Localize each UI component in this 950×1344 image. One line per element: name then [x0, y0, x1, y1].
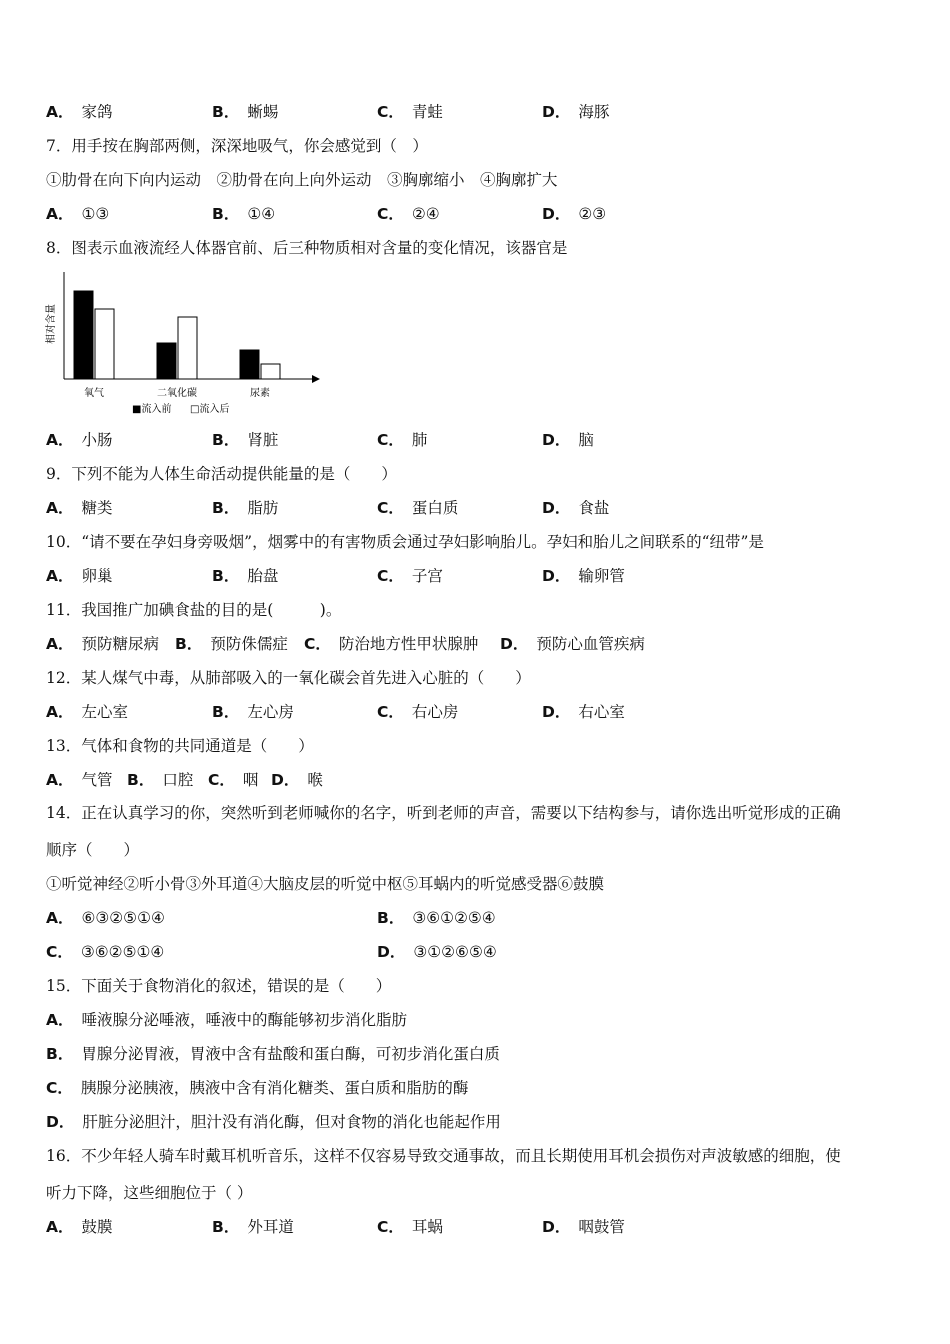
- q16-option-b: B． 外耳道: [212, 1218, 294, 1236]
- bar-after-2: [261, 364, 280, 379]
- q15-option-c: C． 胰腺分泌胰液，胰液中含有消化糖类、蛋白质和脂肪的酶: [46, 1079, 469, 1097]
- blood-substance-bar-chart: [40, 262, 340, 422]
- legend-after: □流入后: [190, 404, 230, 415]
- q13-option-d: D． 喉: [271, 771, 323, 789]
- q12-stem: 12．某人煤气中毒，从肺部吸入的一氧化碳会首先进入心脏的（ ）: [46, 669, 531, 687]
- q9-option-b: B． 脂肪: [212, 499, 279, 517]
- q7-option-c: C． ②④: [377, 205, 440, 223]
- q14-option-d: D． ③①②⑥⑤④: [377, 943, 497, 961]
- q16-stem-line2: 听力下降，这些细胞位于（ ）: [46, 1184, 253, 1202]
- q6-option-a: A． 家鸽: [46, 103, 113, 121]
- q14-option-c: C． ③⑥②⑤①④: [46, 943, 165, 961]
- q9-stem: 9．下列不能为人体生命活动提供能量的是（ ）: [46, 465, 397, 483]
- q14-option-b: B． ③⑥①②⑤④: [377, 909, 496, 927]
- q7-statement: ①肋骨在向下向内运动 ②肋骨在向上向外运动 ③胸廓缩小 ④胸廓扩大: [46, 171, 558, 189]
- q7-stem: 7．用手按在胸部两侧，深深地吸气，你会感觉到（ ）: [46, 137, 428, 155]
- q6-option-d: D． 海豚: [542, 103, 610, 121]
- q10-option-b: B． 胎盘: [212, 567, 279, 585]
- q8-option-a: A． 小肠: [46, 431, 113, 449]
- q14-stem-line1: 14．正在认真学习的你，突然听到老师喊你的名字，听到老师的声音，需要以下结构参与，请你选出听觉形成的正确: [46, 804, 841, 822]
- legend-before: ■流入前: [132, 404, 172, 415]
- q12-option-b: B． 左心房: [212, 703, 294, 721]
- q15-option-d: D． 肝脏分泌胆汁，胆汁没有消化酶，但对食物的消化也能起作用: [46, 1113, 501, 1131]
- q9-option-a: A． 糖类: [46, 499, 113, 517]
- q9-option-c: C． 蛋白质: [377, 499, 459, 517]
- q12-option-d: D． 右心室: [542, 703, 625, 721]
- q15-option-b: B． 胃腺分泌胃液，胃液中含有盐酸和蛋白酶，可初步消化蛋白质: [46, 1045, 500, 1063]
- q11-stem: 11．我国推广加碘食盐的目的是( )。: [46, 601, 342, 619]
- q11-option-c: C． 防治地方性甲状腺肿: [304, 635, 479, 653]
- q14-stem-line2: 顺序（ ）: [46, 841, 140, 859]
- x-tick-label: 氧气: [84, 388, 104, 399]
- q16-option-a: A． 鼓膜: [46, 1218, 113, 1236]
- q9-option-d: D． 食盐: [542, 499, 610, 517]
- x-axis-arrow: [312, 375, 320, 383]
- q7-option-b: B． ①④: [212, 205, 276, 223]
- q8-option-d: D． 脑: [542, 431, 594, 449]
- q16-option-c: C． 耳蜗: [377, 1218, 443, 1236]
- q12-option-c: C． 右心房: [377, 703, 459, 721]
- q10-option-d: D． 输卵管: [542, 567, 625, 585]
- q15-option-a: A． 唾液腺分泌唾液，唾液中的酶能够初步消化脂肪: [46, 1011, 408, 1029]
- q13-option-b: B． 口腔: [127, 771, 194, 789]
- bar-after-1: [178, 317, 197, 379]
- bar-before-0: [74, 291, 93, 379]
- q12-option-a: A． 左心室: [46, 703, 129, 721]
- q10-option-c: C． 子宫: [377, 567, 443, 585]
- q16-option-d: D． 咽鼓管: [542, 1218, 625, 1236]
- q14-statement: ①听觉神经②听小骨③外耳道④大脑皮层的听觉中枢⑤耳蜗内的听觉感受器⑥鼓膜: [46, 875, 605, 893]
- x-tick-label: 二氧化碳: [157, 388, 197, 399]
- q15-stem: 15．下面关于食物消化的叙述，错误的是（ ）: [46, 977, 392, 995]
- q13-option-a: A． 气管: [46, 771, 113, 789]
- bar-before-2: [240, 350, 259, 379]
- q7-option-d: D． ②③: [542, 205, 607, 223]
- q13-stem: 13．气体和食物的共同通道是（ ）: [46, 737, 314, 755]
- q6-option-b: B． 蜥蜴: [212, 103, 279, 121]
- x-tick-label: 尿素: [250, 388, 270, 399]
- q13-option-c: C． 咽: [208, 771, 259, 789]
- q11-option-b: B． 预防侏儒症: [175, 635, 288, 653]
- q10-option-a: A． 卵巢: [46, 567, 113, 585]
- q6-option-c: C． 青蛙: [377, 103, 443, 121]
- q14-option-a: A． ⑥③②⑤①④: [46, 909, 165, 927]
- q8-option-b: B． 肾脏: [212, 431, 279, 449]
- q7-option-a: A． ①③: [46, 205, 110, 223]
- q10-stem: 10．“请不要在孕妇身旁吸烟”，烟雾中的有害物质会通过孕妇影响胎儿。孕妇和胎儿之间联系的“纽带”是: [46, 533, 764, 551]
- q8-stem: 8．图表示血液流经人体器官前、后三种物质相对含量的变化情况，该器官是: [46, 239, 568, 257]
- q11-option-d: D． 预防心血管疾病: [500, 635, 645, 653]
- q8-option-c: C． 肺: [377, 431, 428, 449]
- bar-before-1: [157, 343, 176, 379]
- q11-option-a: A． 预防糖尿病: [46, 635, 160, 653]
- bar-after-0: [95, 309, 114, 379]
- q16-stem-line1: 16．不少年轻人骑车时戴耳机听音乐，这样不仅容易导致交通事故，而且长期使用耳机会损伤对声波敏感的细胞，使: [46, 1147, 841, 1165]
- y-axis-label: 相对含量: [46, 304, 57, 344]
